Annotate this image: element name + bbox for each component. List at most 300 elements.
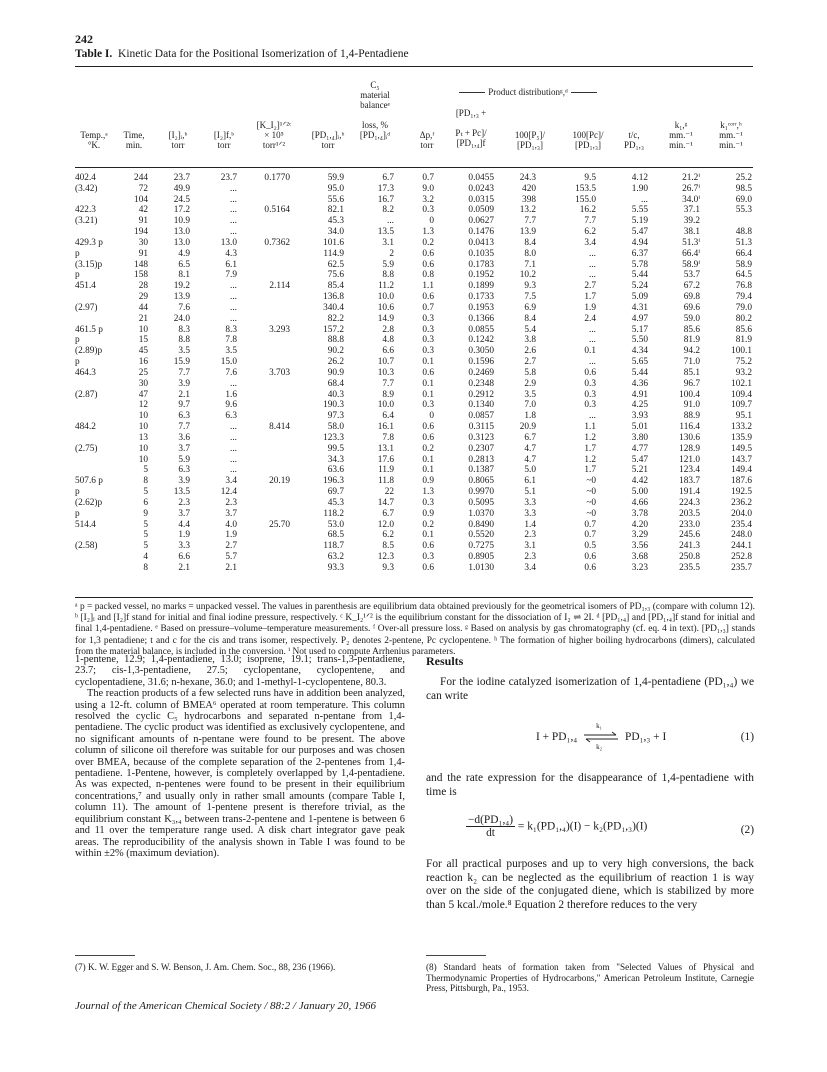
cell-t-c-ratio: 5.17 (631, 324, 648, 335)
cell-t-c-ratio: 5.01 (631, 422, 648, 433)
table-row (0, 205, 827, 216)
cell-c5-loss: 13.1 (377, 443, 394, 454)
cell-t-c-ratio: 4.94 (631, 237, 648, 248)
cell-pd14-initial: 97.3 (327, 411, 344, 422)
cell-pd14-initial: 34.0 (327, 227, 344, 238)
cell-k1: 250.8 (679, 551, 700, 562)
cell-pc-ratio: 0.7 (584, 519, 596, 530)
cell-time: 44 (138, 302, 148, 313)
cell-pd14-initial: 114.9 (323, 248, 344, 259)
header-pd-sum-line3: [PD₁,₄]f (456, 138, 486, 148)
header-i2i-line2: torr (171, 140, 185, 150)
table-row (0, 325, 827, 336)
header-i2f (204, 130, 244, 150)
cell-i2-final: ... (230, 194, 237, 205)
cell-i2-final: 4.0 (225, 519, 237, 530)
cell-p5-ratio: 3.4 (524, 562, 536, 573)
header-dp (410, 130, 444, 150)
header-tc-line2: PD₁,₃ (623, 140, 645, 150)
table-row (0, 173, 827, 184)
cell-delta-p: 0.3 (422, 205, 434, 216)
cell-c5-loss: 11.8 (378, 476, 394, 487)
cell-i2-initial: 6.5 (178, 259, 190, 270)
header-c5-line5: [PD₁,₄]ᵢᵈ (359, 130, 391, 140)
cell-pc-ratio: ... (589, 248, 596, 259)
cell-time: 5 (143, 541, 148, 552)
cell-k1: 94.2 (683, 346, 700, 357)
cell-temp: 484.2 (75, 422, 96, 433)
cell-c5-loss: 6.2 (382, 530, 394, 541)
equation-2 (426, 814, 754, 850)
cell-temp: 514.4 (75, 519, 96, 530)
cell-i2-final: 12.4 (220, 487, 237, 498)
cell-k1: 85.1 (683, 367, 700, 378)
cell-pd-ratio: 0.0413 (468, 237, 494, 248)
cell-pd-ratio: 0.1733 (468, 292, 494, 303)
eq2-fraction (466, 814, 515, 839)
cell-k1: 71.0 (683, 357, 700, 368)
journal-footer: Journal of the American Chemical Society / 88:2 / January 20, 1966 (75, 1000, 377, 1012)
cell-t-c-ratio: 5.78 (631, 259, 648, 270)
cell-delta-p: 0.9 (422, 508, 434, 519)
cell-c5-loss: 16.7 (377, 194, 394, 205)
cell-pc-ratio: 16.2 (579, 205, 596, 216)
header-pc-line2: [PD₁,₃] (574, 140, 602, 150)
header-k1corr (708, 120, 754, 150)
cell-k1-corr: 143.7 (731, 454, 752, 465)
cell-k1-corr: 135.9 (731, 432, 752, 443)
cell-pd14-initial: 45.3 (327, 497, 344, 508)
cell-pc-ratio: 0.5 (584, 541, 596, 552)
cell-delta-p: 0.1 (422, 454, 434, 465)
cell-i2-initial: 6.6 (178, 551, 190, 562)
left-column (75, 654, 405, 859)
cell-pd-ratio: 0.0509 (468, 205, 494, 216)
cell-pd14-initial: 55.6 (327, 194, 344, 205)
cell-pc-ratio: 0.3 (584, 378, 596, 389)
cell-c5-loss: 2.8 (382, 324, 394, 335)
cell-pd-ratio: 1.0130 (468, 562, 494, 573)
cell-temp: p (75, 248, 80, 259)
table-row (0, 563, 827, 574)
table-bottom-rule (75, 597, 753, 598)
cell-t-c-ratio: 4.12 (631, 173, 648, 183)
cell-t-c-ratio: 6.37 (631, 248, 648, 259)
cell-delta-p: 0.1 (422, 465, 434, 476)
cell-p5-ratio: 7.5 (524, 292, 536, 303)
cell-c5-loss: 22 (384, 487, 394, 498)
cell-c5-loss: 17.3 (377, 183, 394, 194)
cell-c5-loss: 9.3 (382, 562, 394, 573)
cell-i2-final: 8.3 (225, 324, 237, 335)
right-paragraph-3-text: For all practical purposes and up to very high conversions, the back reaction k₂ can be neglected as the equilibrium of reaction 1 is way over on the side of the conjugated diene, which is stabilized by more than 5 kcal./mole.⁸ Equation 2 therefore reduces to the very (426, 858, 754, 911)
cell-t-c-ratio: 5.47 (631, 227, 648, 238)
cell-i2-final: 7.6 (225, 367, 237, 378)
cell-k1-corr: 244.1 (731, 541, 752, 552)
cell-delta-p: 0.2 (422, 519, 434, 530)
cell-t-c-ratio: 3.78 (631, 508, 648, 519)
cell-i2-final: ... (230, 465, 237, 476)
cell-pd14-initial: 53.0 (327, 519, 344, 530)
cell-i2-final: 23.7 (220, 173, 237, 183)
cell-i2-initial: 15.9 (173, 357, 190, 368)
cell-pc-ratio: 1.9 (584, 302, 596, 313)
table-row (0, 476, 827, 487)
cell-pd14-initial: 93.3 (327, 562, 344, 573)
cell-i2-initial: 2.3 (178, 497, 190, 508)
cell-t-c-ratio: ... (641, 194, 648, 205)
cell-i2-initial: 4.4 (178, 519, 190, 530)
cell-i2-initial: 3.7 (178, 508, 190, 519)
cell-k1: 85.6 (683, 324, 700, 335)
cell-time: 8 (143, 476, 148, 487)
cell-delta-p: 0.3 (422, 497, 434, 508)
cell-k1-corr: 58.9 (735, 259, 752, 270)
cell-c5-loss: 10.0 (377, 400, 394, 411)
cell-c5-loss: 12.0 (377, 519, 394, 530)
table-row (0, 465, 827, 476)
header-c5-line4: loss, % (361, 120, 388, 130)
cell-delta-p: 0.3 (422, 400, 434, 411)
table-row (0, 227, 827, 238)
header-k1corr-line2: mm.⁻¹ (719, 130, 743, 140)
header-k1-line2: mm.⁻¹ (669, 130, 693, 140)
header-pd-sum-line2: Pₜ + Pc]/ (455, 128, 487, 138)
cell-pd-ratio: 0.3115 (468, 422, 494, 433)
cell-time: 72 (138, 183, 148, 194)
cell-pd14-initial: 34.3 (327, 454, 344, 465)
cell-t-c-ratio: 4.31 (631, 302, 648, 313)
cell-pd14-initial: 59.9 (327, 173, 344, 183)
cell-c5-loss: 7.7 (382, 378, 394, 389)
cell-p5-ratio: 2.3 (524, 551, 536, 562)
cell-temp: 422.3 (75, 205, 96, 216)
cell-k1: 69.6 (683, 302, 700, 313)
cell-k1: 128.9 (679, 443, 700, 454)
cell-t-c-ratio: 5.00 (631, 487, 648, 498)
cell-i2-final: 6.1 (225, 259, 237, 270)
cell-k1: 88.9 (683, 411, 700, 422)
cell-pd-ratio: 0.0627 (468, 216, 494, 227)
table-row (0, 335, 827, 346)
cell-temp: (3.15)p (75, 259, 103, 270)
cell-pc-ratio: 0.1 (584, 346, 596, 357)
header-pc-line1: 100[Pc]/ (572, 130, 604, 140)
cell-k1: 67.2 (683, 281, 700, 292)
cell-k1-corr: 252.8 (731, 551, 752, 562)
cell-temp: 464.3 (75, 367, 96, 378)
cell-delta-p: 9.0 (422, 183, 434, 194)
cell-time: 10 (138, 454, 148, 465)
header-dp-line1: Δp,ᶠ (419, 130, 435, 140)
reference-7: (7) K. W. Egger and S. W. Benson, J. Am. Chem. Soc., 88, 236 (1966). (75, 962, 336, 972)
cell-p5-ratio: 2.7 (524, 357, 536, 368)
cell-i2-final: 5.7 (225, 551, 237, 562)
header-pd-sum-line1: [PD₁,₃ + (455, 108, 487, 118)
cell-i2-final: 7.9 (225, 270, 237, 281)
cell-pd-ratio: 0.3050 (468, 346, 494, 357)
cell-p5-ratio: 4.7 (524, 443, 536, 454)
cell-pd14-initial: 40.3 (327, 389, 344, 400)
cell-k1-corr: 51.3 (735, 237, 752, 248)
cell-i2-final: 1.6 (225, 389, 237, 400)
cell-i2-final: ... (230, 378, 237, 389)
cell-pc-ratio: ~0 (586, 487, 596, 498)
cell-k1: 96.7 (683, 378, 700, 389)
cell-k1: 235.5 (679, 562, 700, 573)
cell-p5-ratio: 20.9 (519, 422, 536, 433)
header-p5-line2: [PD₁,₃] (516, 140, 544, 150)
cell-c5-loss: 10.0 (377, 292, 394, 303)
cell-p5-ratio: 10.2 (519, 270, 536, 281)
header-c5 (330, 80, 420, 140)
cell-pd14-initial: 45.3 (327, 216, 344, 227)
cell-c5-loss: 17.6 (377, 454, 394, 465)
cell-delta-p: 0.1 (422, 530, 434, 541)
cell-k1-corr: 98.5 (735, 183, 752, 194)
cell-pc-ratio: 0.3 (584, 400, 596, 411)
cell-k1-corr: 100.1 (731, 346, 752, 357)
table-row (0, 498, 827, 509)
table-row (0, 411, 827, 422)
cell-pd-ratio: 0.9970 (468, 487, 494, 498)
cell-k1: 26.7ⁱ (682, 183, 700, 194)
cell-time: 5 (143, 487, 148, 498)
cell-pd-ratio: 0.1899 (468, 281, 494, 292)
cell-k1-corr: 66.4 (735, 248, 752, 259)
cell-k1-corr: 85.6 (735, 324, 752, 335)
cell-i2-initial: 7.7 (178, 367, 190, 378)
cell-temp: p (75, 357, 80, 368)
cell-delta-p: 0.6 (422, 541, 434, 552)
cell-i2-initial: 7.6 (178, 302, 190, 313)
table-title-text: Kinetic Data for the Positional Isomerization of 1,4-Pentadiene (118, 48, 409, 60)
eq1-k1: k₁ (596, 722, 603, 731)
cell-p5-ratio: 398 (522, 194, 536, 205)
cell-pc-ratio: 7.7 (584, 216, 596, 227)
cell-c5-loss: 6.4 (382, 411, 394, 422)
cell-pd14-initial: 26.2 (327, 357, 344, 368)
cell-i2-initial: 13.5 (173, 487, 190, 498)
cell-k1-corr: 81.9 (735, 335, 752, 346)
cell-pd-ratio: 0.1340 (468, 400, 494, 411)
cell-i2-final: ... (230, 216, 237, 227)
cell-pc-ratio: 0.6 (584, 562, 596, 573)
cell-p5-ratio: 5.4 (524, 324, 536, 335)
eq2-number: (2) (740, 824, 754, 836)
cell-p5-ratio: 6.1 (524, 476, 536, 487)
cell-c5-loss: 7.8 (382, 432, 394, 443)
header-k1corr-line3: min.⁻¹ (719, 140, 743, 150)
cell-pd14-initial: 95.0 (327, 183, 344, 194)
cell-pc-ratio: 0.6 (584, 551, 596, 562)
right-footnote-rule (426, 955, 486, 956)
cell-temp: (3.42) (75, 183, 98, 194)
header-i2i (158, 130, 198, 150)
cell-pd-ratio: 0.0855 (468, 324, 494, 335)
cell-t-c-ratio: 3.93 (631, 411, 648, 422)
cell-pd14-initial: 68.4 (327, 378, 344, 389)
cell-pd14-initial: 82.2 (327, 313, 344, 324)
cell-delta-p: 0.6 (422, 562, 434, 573)
cell-k1-corr: 48.8 (735, 227, 752, 238)
cell-pd-ratio: 0.5520 (468, 530, 494, 541)
header-tc (612, 130, 656, 150)
header-p5 (502, 130, 558, 150)
cell-p5-ratio: 2.3 (524, 530, 536, 541)
header-temp-line2: °K. (87, 140, 101, 150)
cell-t-c-ratio: 3.29 (631, 530, 648, 541)
cell-pd14-initial: 68.5 (327, 530, 344, 541)
cell-temp: 429.3 p (75, 237, 103, 248)
cell-temp: 461.5 p (75, 324, 103, 335)
cell-pd14-initial: 90.2 (327, 346, 344, 357)
cell-t-c-ratio: 5.47 (631, 454, 648, 465)
cell-pc-ratio: 1.7 (584, 292, 596, 303)
cell-t-c-ratio: 5.21 (631, 465, 648, 476)
cell-delta-p: 0.6 (422, 367, 434, 378)
cell-time: 9 (143, 508, 148, 519)
cell-delta-p: 0.1 (422, 357, 434, 368)
cell-pc-ratio: ... (589, 411, 596, 422)
cell-delta-p: 0.3 (422, 324, 434, 335)
cell-pc-ratio: 155.0 (575, 194, 596, 205)
cell-p5-ratio: 13.2 (519, 205, 536, 216)
cell-k1-corr: 95.1 (735, 411, 752, 422)
cell-k1-corr: 187.6 (731, 476, 752, 487)
cell-i2-initial: 3.9 (178, 476, 190, 487)
cell-temp: (2.97) (75, 302, 98, 313)
cell-i2-initial: 10.9 (173, 216, 190, 227)
header-pc (560, 130, 616, 150)
cell-pc-ratio: ~0 (586, 476, 596, 487)
cell-p5-ratio: 3.8 (524, 335, 536, 346)
cell-k1: 191.4 (679, 487, 700, 498)
cell-pd14-initial: 63.2 (327, 551, 344, 562)
cell-k1: 130.6 (679, 432, 700, 443)
cell-pc-ratio: 153.5 (575, 183, 596, 194)
cell-pc-ratio: 1.1 (584, 422, 596, 433)
cell-pd-ratio: 0.1783 (468, 259, 494, 270)
cell-i2-initial: 24.5 (173, 194, 190, 205)
cell-p5-ratio: 13.9 (519, 227, 536, 238)
cell-pd-ratio: 0.1387 (468, 465, 494, 476)
cell-time: 42 (138, 205, 148, 216)
eq2-content (466, 814, 647, 839)
cell-i2-final: 6.3 (225, 411, 237, 422)
right-paragraph-2-text: and the rate expression for the disappearance of 1,4-pentadiene with time is (426, 772, 754, 798)
cell-i2-final: ... (230, 422, 237, 433)
cell-time: 29 (138, 292, 148, 303)
cell-time: 91 (138, 248, 148, 259)
cell-i2-initial: 6.3 (178, 465, 190, 476)
cell-pd-ratio: 0.8905 (468, 551, 494, 562)
cell-k1: 123.4 (679, 465, 700, 476)
cell-t-c-ratio: 4.91 (631, 389, 648, 400)
right-paragraph-2 (426, 772, 754, 799)
cell-k1-corr: 64.5 (735, 270, 752, 281)
table-row (0, 303, 827, 314)
cell-k1: 21.2ⁱ (682, 173, 700, 183)
cell-time: 15 (138, 335, 148, 346)
cell-pd-ratio: 0.1953 (468, 302, 494, 313)
cell-temp: (2.89)p (75, 346, 103, 357)
cell-p5-ratio: 8.0 (524, 248, 536, 259)
cell-temp: (2.87) (75, 389, 98, 400)
cell-k-i2: 0.1770 (264, 173, 290, 183)
cell-c5-loss: 14.9 (377, 313, 394, 324)
cell-delta-p: 0.3 (422, 346, 434, 357)
cell-k1: 38.1 (683, 227, 700, 238)
cell-k1-corr: 69.0 (735, 194, 752, 205)
cell-delta-p: 1.1 (422, 281, 434, 292)
cell-k1: 81.9 (683, 335, 700, 346)
cell-pd-ratio: 0.3123 (468, 432, 494, 443)
cell-delta-p: 0.1 (422, 389, 434, 400)
header-p5-line1: 100[P₅]/ (514, 130, 546, 140)
table-row (0, 357, 827, 368)
cell-c5-loss: 14.7 (377, 497, 394, 508)
header-time (118, 130, 150, 150)
cell-t-c-ratio: 4.97 (631, 313, 648, 324)
cell-k1-corr: 102.1 (731, 378, 752, 389)
page-number: 242 (75, 32, 93, 46)
cell-k1-corr: 25.2 (735, 173, 752, 183)
table-row (0, 433, 827, 444)
cell-delta-p: 1.3 (422, 227, 434, 238)
cell-time: 47 (138, 389, 148, 400)
table-row (0, 184, 827, 195)
cell-temp: p (75, 270, 80, 281)
table-row (0, 487, 827, 498)
cell-i2-initial: 2.1 (178, 389, 190, 400)
eq1-content (536, 722, 667, 752)
cell-p5-ratio: 8.4 (524, 313, 536, 324)
cell-pd-ratio: 0.5095 (468, 497, 494, 508)
cell-t-c-ratio: 4.42 (631, 476, 648, 487)
cell-c5-loss: 16.1 (377, 422, 394, 433)
cell-k-i2: 3.703 (269, 367, 290, 378)
cell-k-i2: 0.7362 (264, 237, 290, 248)
table-row (0, 281, 827, 292)
cell-t-c-ratio: 5.24 (631, 281, 648, 292)
cell-time: 148 (134, 259, 148, 270)
cell-c5-loss: 6.7 (382, 508, 394, 519)
table-body (0, 173, 827, 574)
table-top-rule (75, 66, 753, 67)
cell-pd-ratio: 0.0243 (468, 183, 494, 194)
cell-k1: 116.4 (679, 422, 700, 433)
cell-c5-loss: 6.7 (382, 173, 394, 183)
cell-i2-final: 15.0 (220, 357, 237, 368)
cell-delta-p: 0.6 (422, 248, 434, 259)
eq1-right: PD₁,₃ + I (624, 731, 667, 743)
cell-p5-ratio: 7.0 (524, 400, 536, 411)
cell-t-c-ratio: 3.68 (631, 551, 648, 562)
cell-c5-loss: 10.7 (377, 357, 394, 368)
cell-delta-p: 1.3 (422, 487, 434, 498)
table-row (0, 509, 827, 520)
cell-pd-ratio: 0.1242 (468, 335, 494, 346)
cell-k-i2: 8.414 (269, 422, 290, 433)
header-i2f-line2: torr (217, 140, 231, 150)
cell-c5-loss: 13.5 (377, 227, 394, 238)
cell-delta-p: 0.9 (422, 476, 434, 487)
header-time-line2: min. (125, 140, 143, 150)
header-c5-line3: balanceᵉ (360, 100, 390, 110)
cell-pc-ratio: 6.2 (584, 227, 596, 238)
cell-i2-initial: 9.7 (178, 400, 190, 411)
